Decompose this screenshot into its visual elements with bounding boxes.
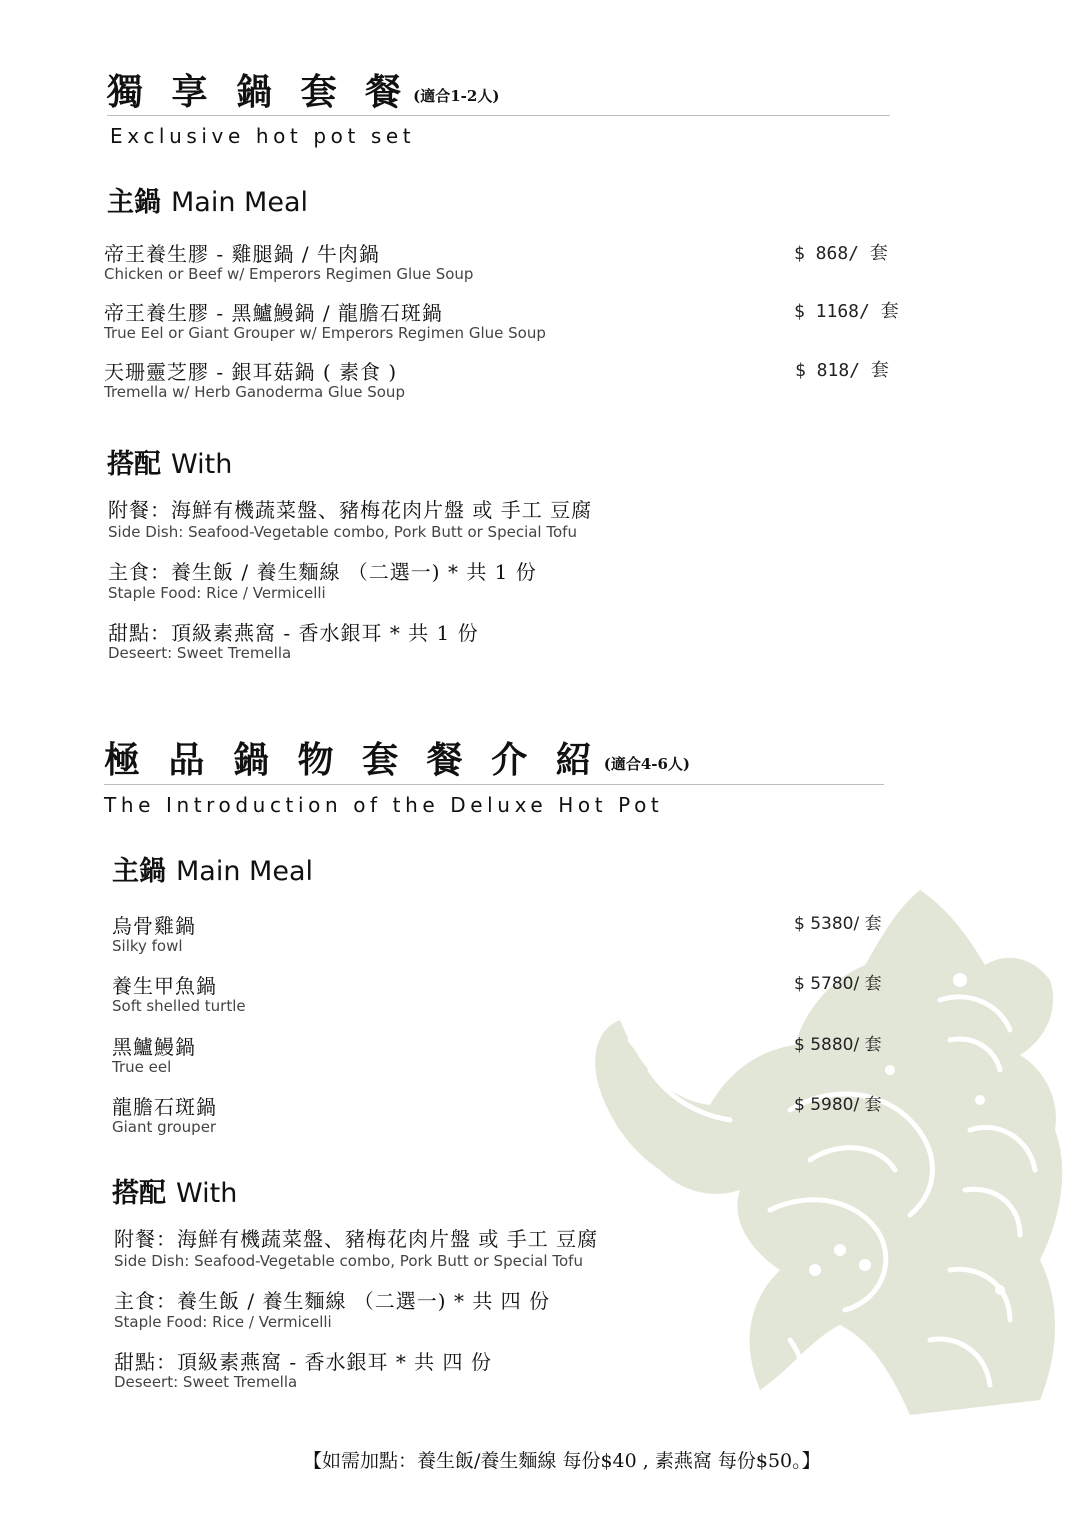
set2-main-heading-zh: 主鍋: [112, 856, 166, 887]
set2-main-item-2-price: $ 5780/ 套: [794, 974, 882, 994]
set2-with-heading-en: With: [176, 1178, 238, 1209]
set2-main-item-4-price: $ 5980/ 套: [794, 1095, 882, 1115]
footer-note: 【如需加點：養生飯/養生麵線 每份$40 , 素燕窩 每份$50。】: [303, 1450, 821, 1472]
set1-with-heading-en: With: [171, 449, 233, 480]
set2-title: [104, 732, 690, 783]
set1-title-text: 獨 享 鍋 套 餐: [107, 71, 410, 113]
set1-with-item-2-zh: 主食：養生飯 / 養生麵線 （二選一) * 共 1 份: [108, 560, 537, 584]
set2-with-item-1-zh: 附餐：海鮮有機蔬菜盤、豬梅花肉片盤 或 手工 豆腐: [114, 1227, 599, 1251]
set1-main-item-1-en: Chicken or Beef w/ Emperors Regimen Glue Soup: [104, 265, 474, 283]
set2-main-item-3-price: $ 5880/ 套: [794, 1035, 882, 1055]
set2-main-item-4-en: Giant grouper: [112, 1118, 217, 1136]
set2-note: (適合4-6人): [603, 754, 691, 773]
set2-main-item-1-price: $ 5380/ 套: [794, 914, 882, 934]
set1-with-heading: [107, 442, 232, 481]
set1-divider: [107, 115, 890, 116]
set1-subtitle: Exclusive hot pot set: [110, 124, 416, 148]
set2-title-text: 極 品 鍋 物 套 餐 介 紹: [104, 739, 600, 781]
set1-note: (適合1-2人): [413, 86, 500, 105]
set2-main-item-2-zh: 養生甲魚鍋: [112, 974, 217, 998]
set1-main-heading: [107, 180, 308, 219]
set1-with-item-3-zh: 甜點：頂級素燕窩 - 香水銀耳 * 共 1 份: [108, 621, 479, 645]
set2-with-item-2-en: Staple Food: Rice / Vermicelli: [114, 1313, 332, 1331]
set2-main-item-3-zh: 黑鱸鰻鍋: [112, 1035, 196, 1059]
set1-main-item-2-price: $ 1168/ 套: [794, 301, 899, 322]
set1-main-item-3-price: $ 818/ 套: [795, 360, 889, 381]
set1-main-item-1-price: $ 868/ 套: [794, 243, 888, 264]
set1-main-item-3-zh: 天珊靈芝膠 - 銀耳菇鍋 ( 素食 ): [104, 360, 398, 384]
set2-with-item-3-zh: 甜點：頂級素燕窩 - 香水銀耳 * 共 四 份: [114, 1350, 492, 1374]
set2-main-heading-en: Main Meal: [176, 856, 313, 887]
set1-main-item-3-en: Tremella w/ Herb Ganoderma Glue Soup: [104, 383, 405, 401]
set2-with-heading-zh: 搭配: [112, 1178, 166, 1209]
set2-main-item-3-en: True eel: [112, 1058, 172, 1076]
set1-with-item-1-en: Side Dish: Seafood-Vegetable combo, Pork Butt or Special Tofu: [108, 523, 577, 541]
set2-main-item-4-zh: 龍膽石斑鍋: [112, 1095, 217, 1119]
set1-with-item-3-en: Deseert: Sweet Tremella: [108, 644, 292, 662]
set2-subtitle: The Introduction of the Deluxe Hot Pot: [104, 793, 664, 817]
set2-main-item-1-zh: 烏骨雞鍋: [112, 914, 196, 938]
set2-with-item-3-en: Deseert: Sweet Tremella: [114, 1373, 298, 1391]
dragon-watermark: [590, 870, 1070, 1415]
set2-divider: [104, 784, 884, 785]
set1-with-item-1-zh: 附餐：海鮮有機蔬菜盤、豬梅花肉片盤 或 手工 豆腐: [108, 498, 593, 522]
set2-main-item-2-en: Soft shelled turtle: [112, 997, 246, 1015]
set2-with-item-1-en: Side Dish: Seafood-Vegetable combo, Pork Butt or Special Tofu: [114, 1252, 583, 1270]
set1-main-heading-zh: 主鍋: [107, 187, 161, 218]
set1-title: [107, 64, 499, 115]
set1-main-item-2-zh: 帝王養生膠 - 黑鱸鰻鍋 / 龍膽石斑鍋: [104, 301, 443, 325]
set1-with-heading-zh: 搭配: [107, 449, 161, 480]
set1-main-item-2-en: True Eel or Giant Grouper w/ Emperors Regimen Glue Soup: [104, 324, 546, 342]
set2-main-heading: [112, 849, 313, 888]
set1-with-item-2-en: Staple Food: Rice / Vermicelli: [108, 584, 326, 602]
set1-main-heading-en: Main Meal: [171, 187, 308, 218]
set2-with-heading: [112, 1171, 237, 1210]
set2-main-item-1-en: Silky fowl: [112, 937, 183, 955]
set1-main-item-1-zh: 帝王養生膠 - 雞腿鍋 / 牛肉鍋: [104, 242, 380, 266]
set2-with-item-2-zh: 主食：養生飯 / 養生麵線 （二選一) * 共 四 份: [114, 1289, 551, 1313]
